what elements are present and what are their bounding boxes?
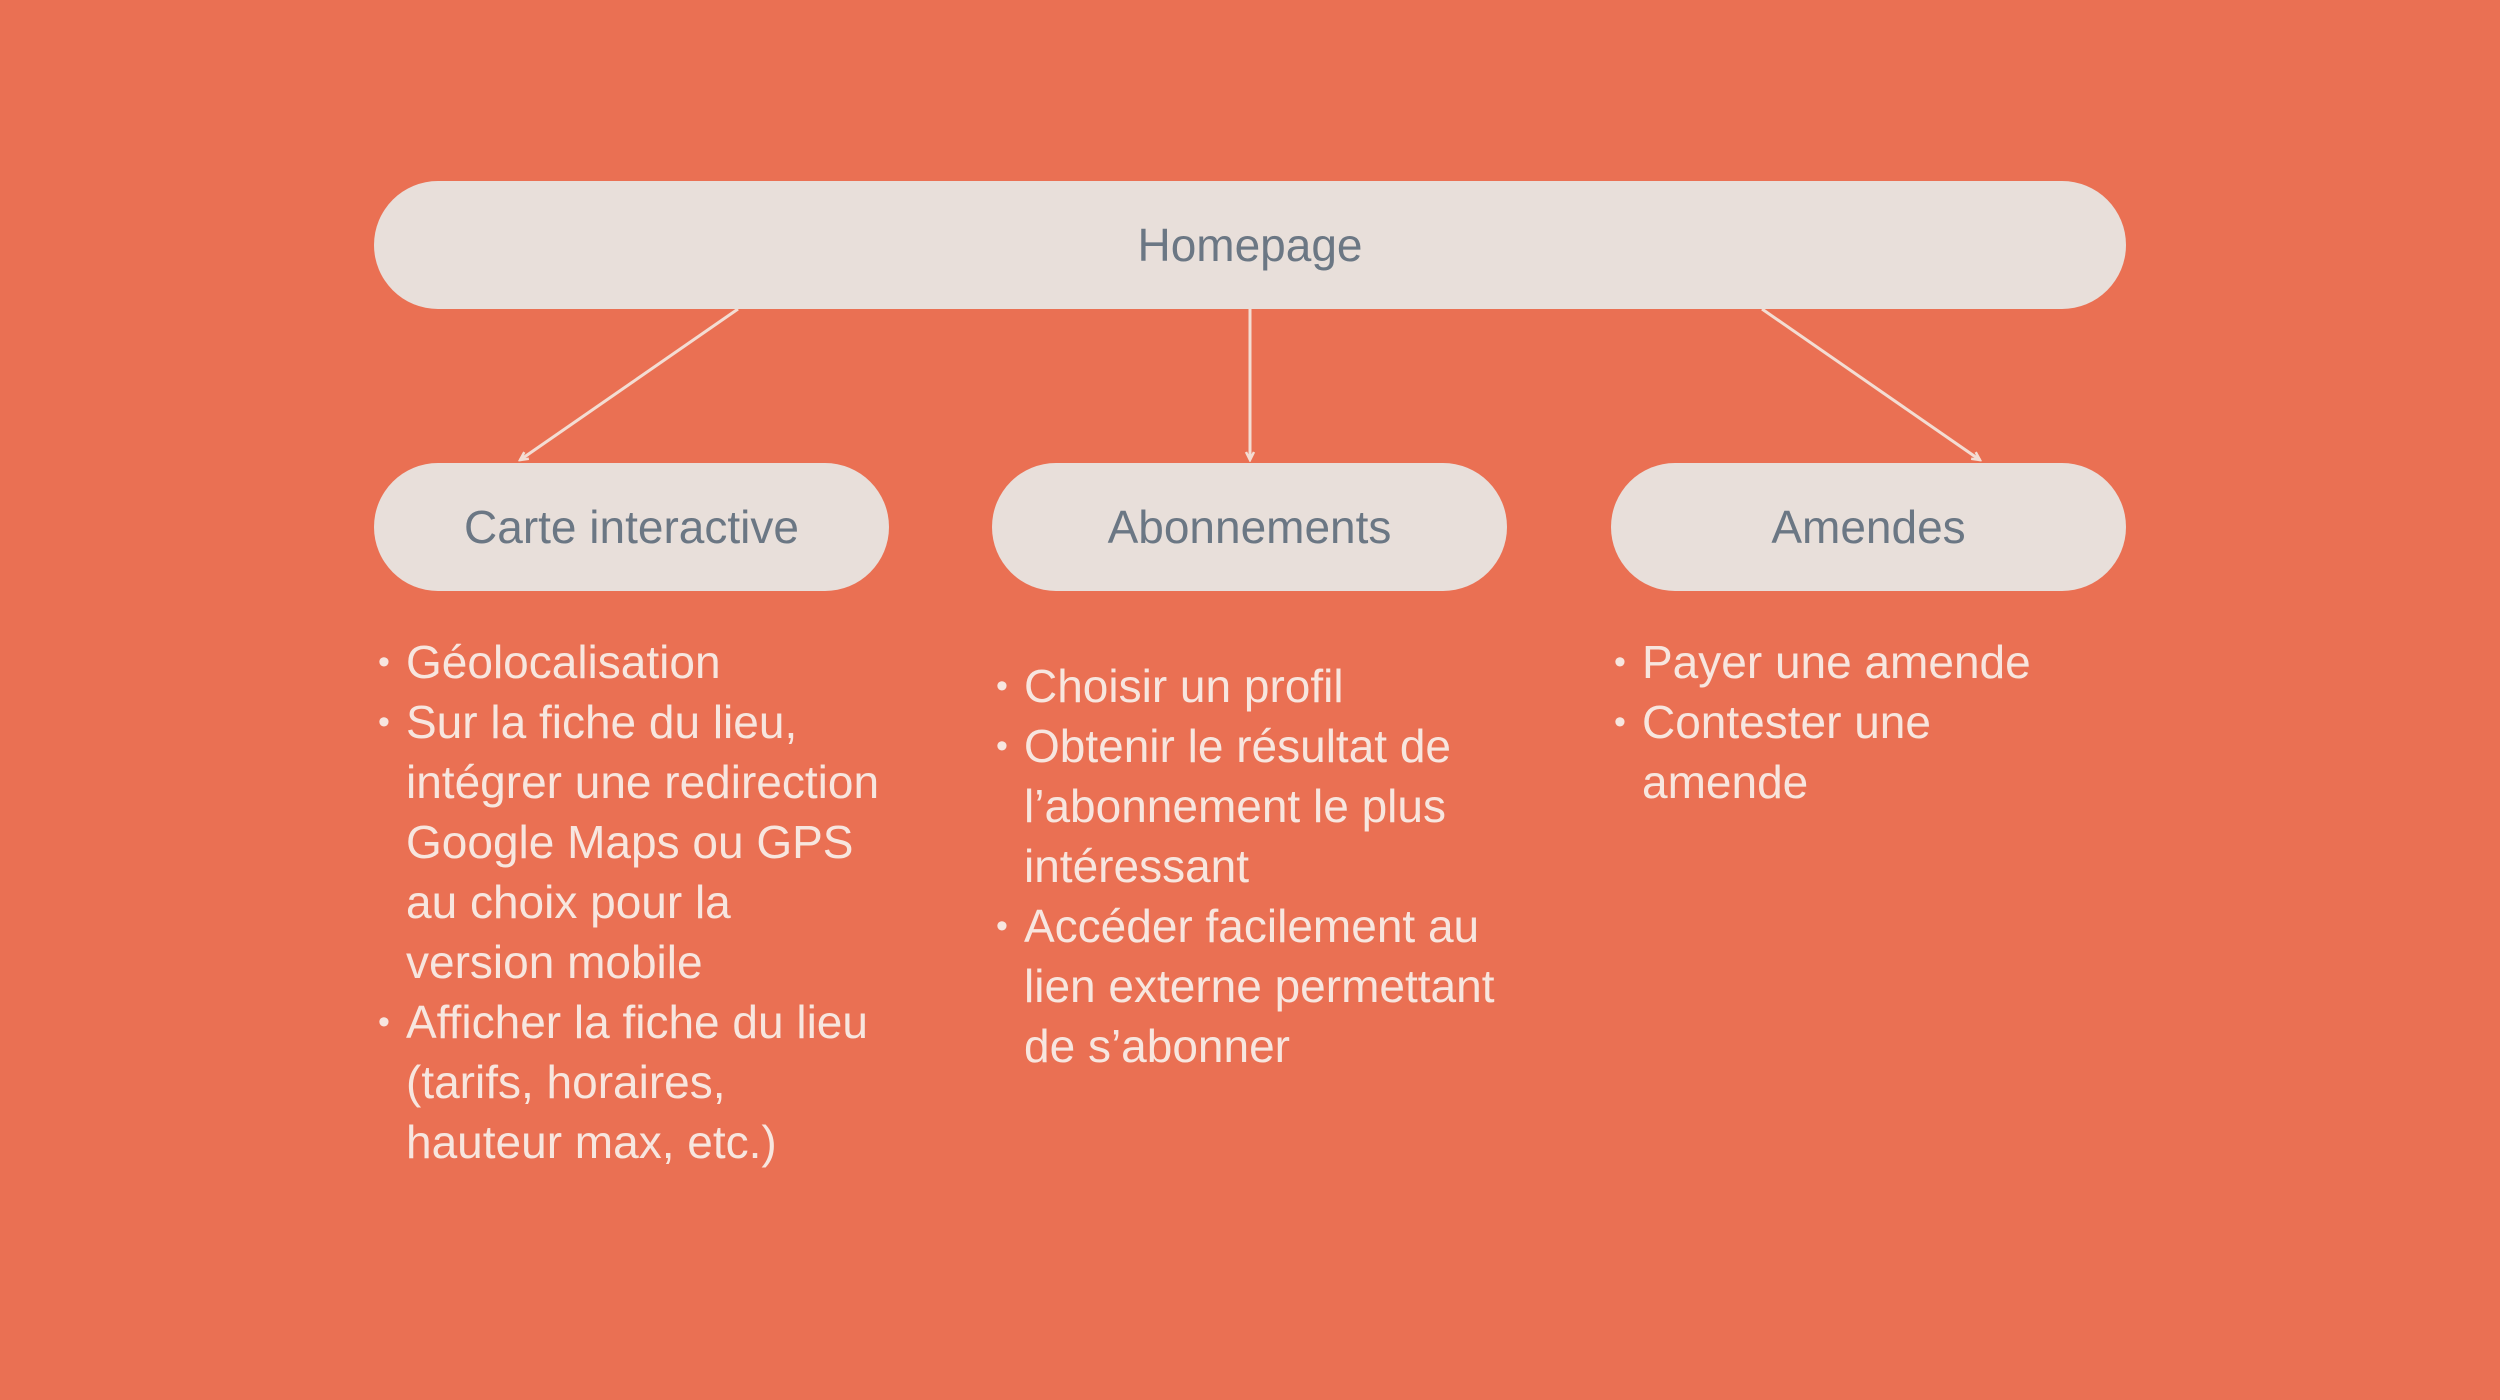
abonnements-node [992, 463, 1507, 591]
amendes-label: Amendes [1771, 501, 1966, 553]
homepage-node [374, 181, 2126, 309]
carte-interactive-node [374, 463, 889, 591]
carte-interactive-features [388, 632, 888, 1172]
list-item: • Sur la fiche du lieu, intégrer une redirection Google Maps ou GPS au choix pour la version mobile [388, 692, 888, 992]
arrow-homepage-to-carte [520, 309, 738, 460]
list-item: • Payer une amende [1624, 632, 2104, 692]
carte-interactive-label: Carte interactive [464, 501, 799, 553]
amendes-node [1611, 463, 2126, 591]
list-item: • Afficher la fiche du lieu (tarifs, horaires, hauteur max, etc.) [388, 992, 888, 1172]
list-item: • Choisir un profil [1006, 656, 1526, 716]
list-item: • Accéder facilement au lien externe permettant de s’abonner [1006, 896, 1526, 1076]
abonnements-features [1006, 656, 1526, 1076]
amendes-features [1624, 632, 2104, 812]
list-item: • Géolocalisation [388, 632, 888, 692]
list-item: • Contester une amende [1624, 692, 2104, 812]
list-item: • Obtenir le résultat de l’abonnement le plus intéressant [1006, 716, 1526, 896]
abonnements-label: Abonnements [1107, 501, 1392, 553]
homepage-label: Homepage [1137, 219, 1363, 271]
arrow-homepage-to-amendes [1762, 309, 1980, 460]
